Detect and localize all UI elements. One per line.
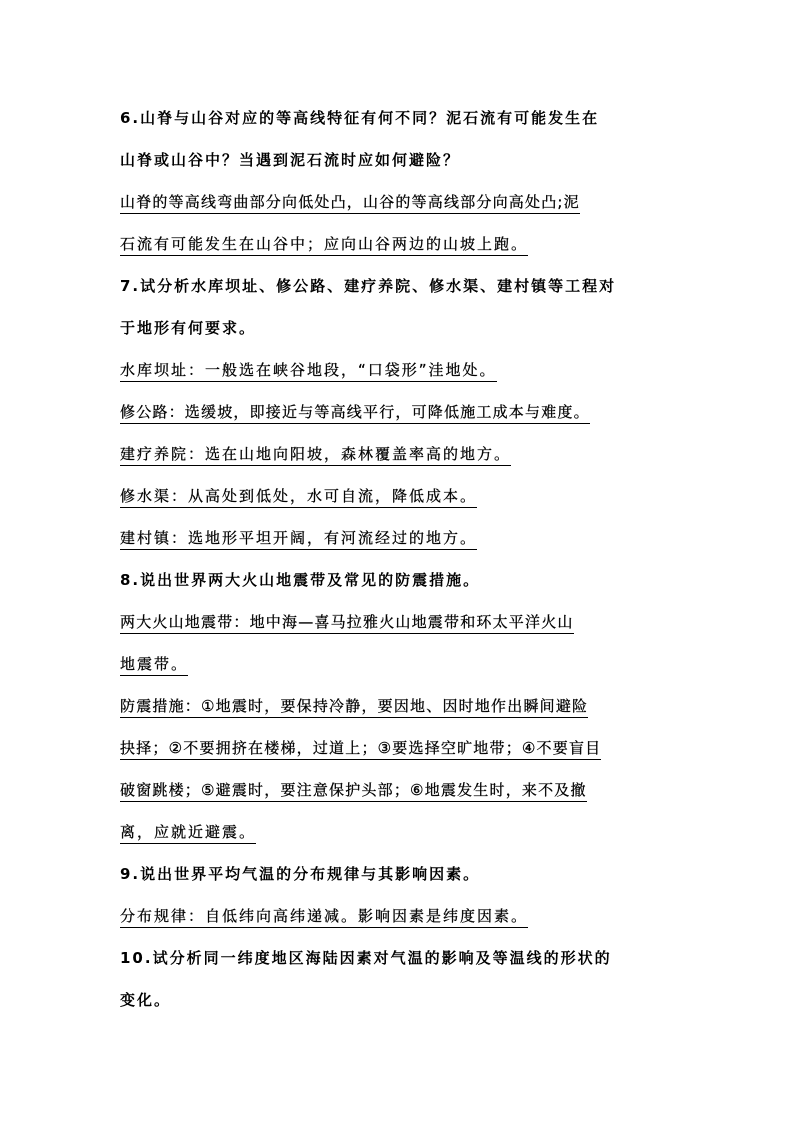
answer-6-line-2: 石流有可能发生在山谷中；应向山谷两边的山坡上跑。: [120, 234, 528, 254]
question-7-line-2: 于地形有何要求。: [120, 319, 257, 337]
answer-8-measures-line-1: 防震措施：①地震时，要保持冷静，要因地、因时地作出瞬间避险: [120, 696, 588, 716]
answer-9: 分布规律：自低纬向高纬递减。影响因素是纬度因素。: [120, 906, 528, 926]
answer-8-measures-line-3: 破窗跳楼；⑤避震时，要注意保护头部；⑥地震发生时，来不及撤: [120, 780, 587, 800]
answer-7-dam: 水库坝址：一般选在峡谷地段，“口袋形”洼地处。: [120, 360, 497, 380]
answer-8-belts-line-1: 两大火山地震带：地中海—喜马拉雅火山地震带和环太平洋火山: [120, 612, 574, 632]
question-10-line-2: 变化。: [120, 991, 172, 1009]
answer-7-sanatorium: 建疗养院：选在山地向阳坡，森林覆盖率高的地方。: [120, 444, 511, 464]
question-10-line-1: 10.试分析同一纬度地区海陆因素对气温的影响及等温线的形状的: [120, 949, 612, 967]
answer-8-measures-line-4: 离，应就近避震。: [120, 822, 256, 842]
answer-7-canal: 修水渠：从高处到低处，水可自流，降低成本。: [120, 486, 477, 506]
question-9: 9.说出世界平均气温的分布规律与其影响因素。: [120, 865, 481, 883]
answer-8-belts-line-2: 地震带。: [120, 654, 188, 674]
question-6-line-2: 山脊或山谷中？当遇到泥石流时应如何避险？: [120, 151, 461, 169]
question-6-line-1: 6.山脊与山谷对应的等高线特征有何不同？泥石流有可能发生在: [120, 109, 600, 127]
answer-7-village: 建村镇：选地形平坦开阔，有河流经过的地方。: [120, 528, 477, 548]
answer-7-road: 修公路：选缓坡，即接近与等高线平行，可降低施工成本与难度。: [120, 402, 590, 422]
question-7-line-1: 7.试分析水库坝址、修公路、建疗养院、修水渠、建村镇等工程对: [120, 277, 617, 295]
answer-6-line-1: 山脊的等高线弯曲部分向低处凸，山谷的等高线部分向高处凸;泥: [120, 192, 580, 212]
answer-8-measures-line-2: 抉择；②不要拥挤在楼梯，过道上；③要选择空旷地带；④不要盲目: [120, 738, 601, 758]
question-8: 8.说出世界两大火山地震带及常见的防震措施。: [120, 571, 481, 589]
